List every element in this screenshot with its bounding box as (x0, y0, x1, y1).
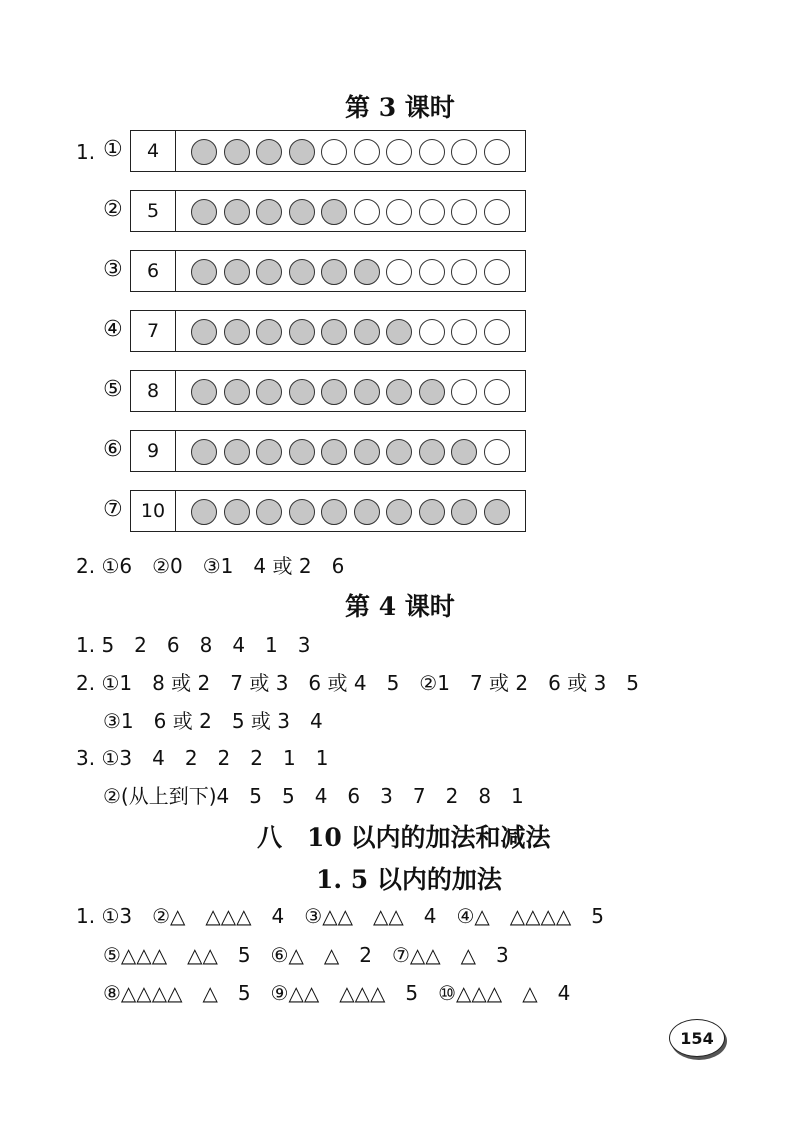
row-marker: ② (103, 197, 123, 222)
empty-counter (354, 139, 380, 165)
empty-counter (354, 199, 380, 225)
filled-counter (289, 499, 315, 525)
empty-counter (451, 139, 477, 165)
filled-counter (354, 259, 380, 285)
filled-counter (289, 199, 315, 225)
filled-counter (354, 319, 380, 345)
filled-counter (289, 379, 315, 405)
filled-counter (419, 439, 445, 465)
section-heading: 1. 5 以内的加法 (316, 865, 502, 894)
row-marker: ⑦ (103, 497, 123, 522)
lesson4-q3-answer-line1: 3. ①3 4 2 2 2 1 1 (76, 746, 329, 770)
empty-counter (419, 319, 445, 345)
chapter-heading: 八 10 以内的加法和减法 (257, 823, 551, 852)
lesson4-q2-answer-line2: ③1 6 或 2 5 或 3 4 (103, 709, 323, 733)
row-marker: ③ (103, 257, 123, 282)
lesson4-q2-answer-line1: 2. ①1 8 或 2 7 或 3 6 或 4 5 ②1 7 或 2 6 或 3 5 (76, 671, 640, 695)
filled-counter (224, 259, 250, 285)
empty-counter (386, 259, 412, 285)
filled-counter (419, 379, 445, 405)
filled-counter (256, 499, 282, 525)
empty-counter (451, 199, 477, 225)
filled-counter (321, 439, 347, 465)
filled-counter (256, 379, 282, 405)
empty-counter (386, 199, 412, 225)
filled-counter (224, 379, 250, 405)
ten-frame-number: 7 (131, 311, 176, 351)
filled-counter (191, 439, 217, 465)
filled-counter (354, 499, 380, 525)
filled-counter (289, 259, 315, 285)
ten-frame-number: 9 (131, 431, 176, 471)
ten-frame-number: 6 (131, 251, 176, 291)
ten-frame-number: 10 (131, 491, 176, 531)
filled-counter (386, 439, 412, 465)
lesson3-q2-answer: 2. ①6 ②0 ③1 4 或 2 6 (76, 554, 345, 578)
filled-counter (224, 319, 250, 345)
filled-counter (321, 499, 347, 525)
filled-counter (256, 199, 282, 225)
filled-counter (386, 379, 412, 405)
empty-counter (484, 319, 510, 345)
ten-frame-box (130, 130, 526, 172)
ten-frame-box (130, 310, 526, 352)
empty-counter (386, 139, 412, 165)
ten-frame-box (130, 370, 526, 412)
lesson4-q1-answer: 1. 5 2 6 8 4 1 3 (76, 633, 311, 657)
filled-counter (289, 319, 315, 345)
row-marker: ⑥ (103, 437, 123, 462)
filled-counter (224, 499, 250, 525)
empty-counter (451, 379, 477, 405)
ten-frame-number: 5 (131, 191, 176, 231)
filled-counter (354, 379, 380, 405)
empty-counter (451, 319, 477, 345)
filled-counter (321, 259, 347, 285)
row-marker: ⑤ (103, 377, 123, 402)
filled-counter (191, 139, 217, 165)
empty-counter (484, 439, 510, 465)
filled-counter (386, 319, 412, 345)
empty-counter (419, 259, 445, 285)
filled-counter (321, 379, 347, 405)
row-marker: ④ (103, 317, 123, 342)
lesson4-heading: 第 4 课时 (345, 592, 455, 621)
row-marker: ① (103, 137, 123, 162)
lesson4-q3-answer-line2: ②(从上到下)4 5 5 4 6 3 7 2 8 1 (103, 784, 524, 808)
filled-counter (224, 439, 250, 465)
filled-counter (256, 139, 282, 165)
filled-counter (256, 319, 282, 345)
ten-frame-box (130, 430, 526, 472)
filled-counter (419, 499, 445, 525)
filled-counter (386, 499, 412, 525)
empty-counter (321, 139, 347, 165)
empty-counter (419, 199, 445, 225)
filled-counter (289, 139, 315, 165)
filled-counter (484, 499, 510, 525)
filled-counter (256, 259, 282, 285)
ten-frame-number: 8 (131, 371, 176, 411)
lesson3-heading: 第 3 课时 (345, 93, 455, 122)
empty-counter (484, 199, 510, 225)
section-q1-answer-line3: ⑧△△△△ △ 5 ⑨△△ △△△ 5 ⑩△△△ △ 4 (103, 981, 571, 1005)
filled-counter (256, 439, 282, 465)
ten-frame-box (130, 250, 526, 292)
section-q1-answer-line2: ⑤△△△ △△ 5 ⑥△ △ 2 ⑦△△ △ 3 (103, 943, 509, 967)
filled-counter (321, 319, 347, 345)
filled-counter (224, 139, 250, 165)
filled-counter (191, 319, 217, 345)
empty-counter (484, 379, 510, 405)
empty-counter (451, 259, 477, 285)
filled-counter (354, 439, 380, 465)
filled-counter (191, 199, 217, 225)
page-number: 154 (669, 1019, 725, 1057)
filled-counter (191, 259, 217, 285)
ten-frame-box (130, 190, 526, 232)
filled-counter (289, 439, 315, 465)
filled-counter (224, 199, 250, 225)
ten-frame-box (130, 490, 526, 532)
filled-counter (191, 379, 217, 405)
section-q1-answer-line1: 1. ①3 ②△ △△△ 4 ③△△ △△ 4 ④△ △△△△ 5 (76, 904, 605, 928)
ten-frame-number: 4 (131, 131, 176, 171)
lesson3-q1-number: 1. (76, 140, 96, 164)
empty-counter (419, 139, 445, 165)
empty-counter (484, 259, 510, 285)
filled-counter (451, 499, 477, 525)
filled-counter (451, 439, 477, 465)
filled-counter (321, 199, 347, 225)
empty-counter (484, 139, 510, 165)
filled-counter (191, 499, 217, 525)
